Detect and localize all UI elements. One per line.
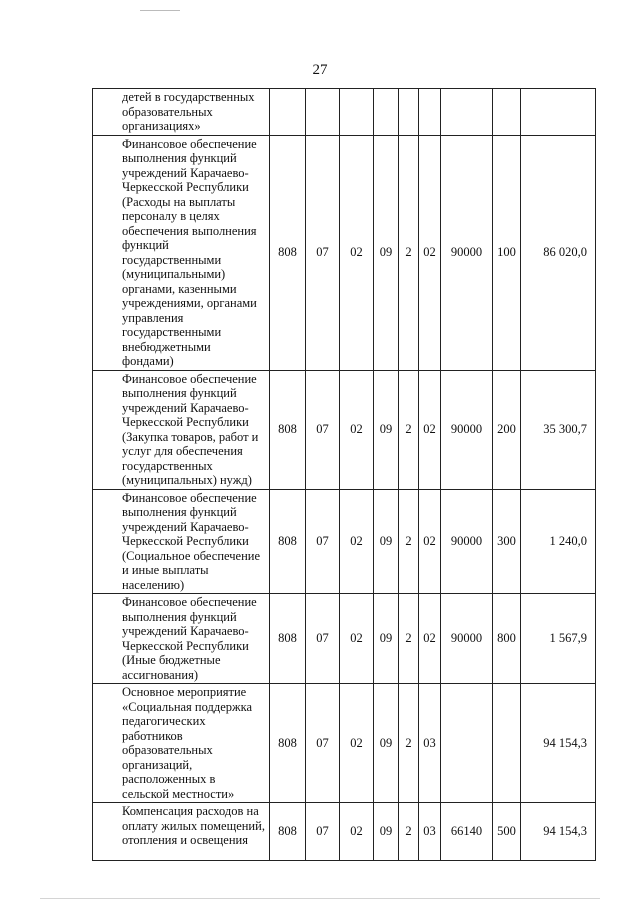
cell-subprogram (399, 89, 419, 136)
cell-expense-type: 100 (493, 135, 521, 370)
cell-event: 02 (419, 489, 441, 594)
cell-event: 02 (419, 594, 441, 684)
cell-expense-type (493, 89, 521, 136)
cell-name: Финансовое обеспечение выполнения функций учреждений Карачаево-Черкесской Республики (Расходы на выплаты персоналу в целях обеспечения выполнения функций государственными (муниципальными) органами, казенными учреждениями, органами управления государственными внебюджетными фондами) (93, 135, 270, 370)
cell-program: 09 (374, 803, 399, 861)
table-row (93, 135, 596, 370)
cell-subsection: 02 (340, 594, 374, 684)
cell-subprogram: 2 (399, 803, 419, 861)
cell-direction: 66140 (441, 803, 493, 861)
cell-subprogram: 2 (399, 684, 419, 803)
cell-direction (441, 684, 493, 803)
cell-subsection: 02 (340, 684, 374, 803)
cell-event (419, 89, 441, 136)
cell-subprogram: 2 (399, 594, 419, 684)
cell-amount: 94 154,3 (521, 684, 596, 803)
cell-name: детей в государственных образовательных организациях» (93, 89, 270, 136)
cell-direction: 90000 (441, 594, 493, 684)
cell-direction: 90000 (441, 370, 493, 489)
cell-event: 02 (419, 135, 441, 370)
cell-section (306, 89, 340, 136)
cell-subsection (340, 89, 374, 136)
cell-expense-type: 500 (493, 803, 521, 861)
cell-expense-type (493, 684, 521, 803)
cell-expense-type: 300 (493, 489, 521, 594)
table-row (93, 684, 596, 803)
cell-section: 07 (306, 803, 340, 861)
cell-section: 07 (306, 135, 340, 370)
table-row (93, 489, 596, 594)
cell-section: 07 (306, 370, 340, 489)
cell-program: 09 (374, 370, 399, 489)
cell-section: 07 (306, 684, 340, 803)
cell-ministry: 808 (270, 803, 306, 861)
cell-amount: 35 300,7 (521, 370, 596, 489)
cell-expense-type: 800 (493, 594, 521, 684)
cell-ministry: 808 (270, 684, 306, 803)
scan-mark (140, 10, 180, 11)
cell-subsection: 02 (340, 370, 374, 489)
cell-program: 09 (374, 489, 399, 594)
cell-subsection: 02 (340, 489, 374, 594)
cell-program: 09 (374, 684, 399, 803)
table-row (93, 370, 596, 489)
cell-direction (441, 89, 493, 136)
cell-program (374, 89, 399, 136)
cell-name: Основное мероприятие «Социальная поддержка педагогических работников образовательных организаций, расположенных в сельской местности» (93, 684, 270, 803)
cell-subprogram: 2 (399, 135, 419, 370)
table-row (93, 803, 596, 861)
cell-subsection: 02 (340, 803, 374, 861)
cell-ministry: 808 (270, 489, 306, 594)
table-row (93, 89, 596, 136)
cell-amount: 86 020,0 (521, 135, 596, 370)
cell-amount: 94 154,3 (521, 803, 596, 861)
cell-name: Финансовое обеспечение выполнения функций учреждений Карачаево-Черкесской Республики (Иные бюджетные ассигнования) (93, 594, 270, 684)
cell-ministry (270, 89, 306, 136)
cell-event: 03 (419, 684, 441, 803)
cell-event: 03 (419, 803, 441, 861)
cell-amount: 1 567,9 (521, 594, 596, 684)
cell-name: Финансовое обеспечение выполнения функций учреждений Карачаево-Черкесской Республики (Закупка товаров, работ и услуг для обеспечения государственных (муниципальных) нужд) (93, 370, 270, 489)
cell-amount: 1 240,0 (521, 489, 596, 594)
cell-amount (521, 89, 596, 136)
cell-name: Финансовое обеспечение выполнения функций учреждений Карачаево-Черкесской Республики (Социальное обеспечение и иные выплаты населению) (93, 489, 270, 594)
cell-subprogram: 2 (399, 489, 419, 594)
cell-subsection: 02 (340, 135, 374, 370)
cell-program: 09 (374, 135, 399, 370)
cell-direction: 90000 (441, 135, 493, 370)
cell-subprogram: 2 (399, 370, 419, 489)
cell-ministry: 808 (270, 135, 306, 370)
scan-mark (40, 898, 600, 899)
cell-event: 02 (419, 370, 441, 489)
cell-section: 07 (306, 489, 340, 594)
cell-program: 09 (374, 594, 399, 684)
cell-name: Компенсация расходов на оплату жилых помещений, отопления и освещения (93, 803, 270, 861)
cell-expense-type: 200 (493, 370, 521, 489)
page-number: 27 (312, 62, 328, 78)
cell-section: 07 (306, 594, 340, 684)
cell-ministry: 808 (270, 370, 306, 489)
budget-table (92, 88, 596, 861)
cell-ministry: 808 (270, 594, 306, 684)
table-row (93, 594, 596, 684)
cell-direction: 90000 (441, 489, 493, 594)
